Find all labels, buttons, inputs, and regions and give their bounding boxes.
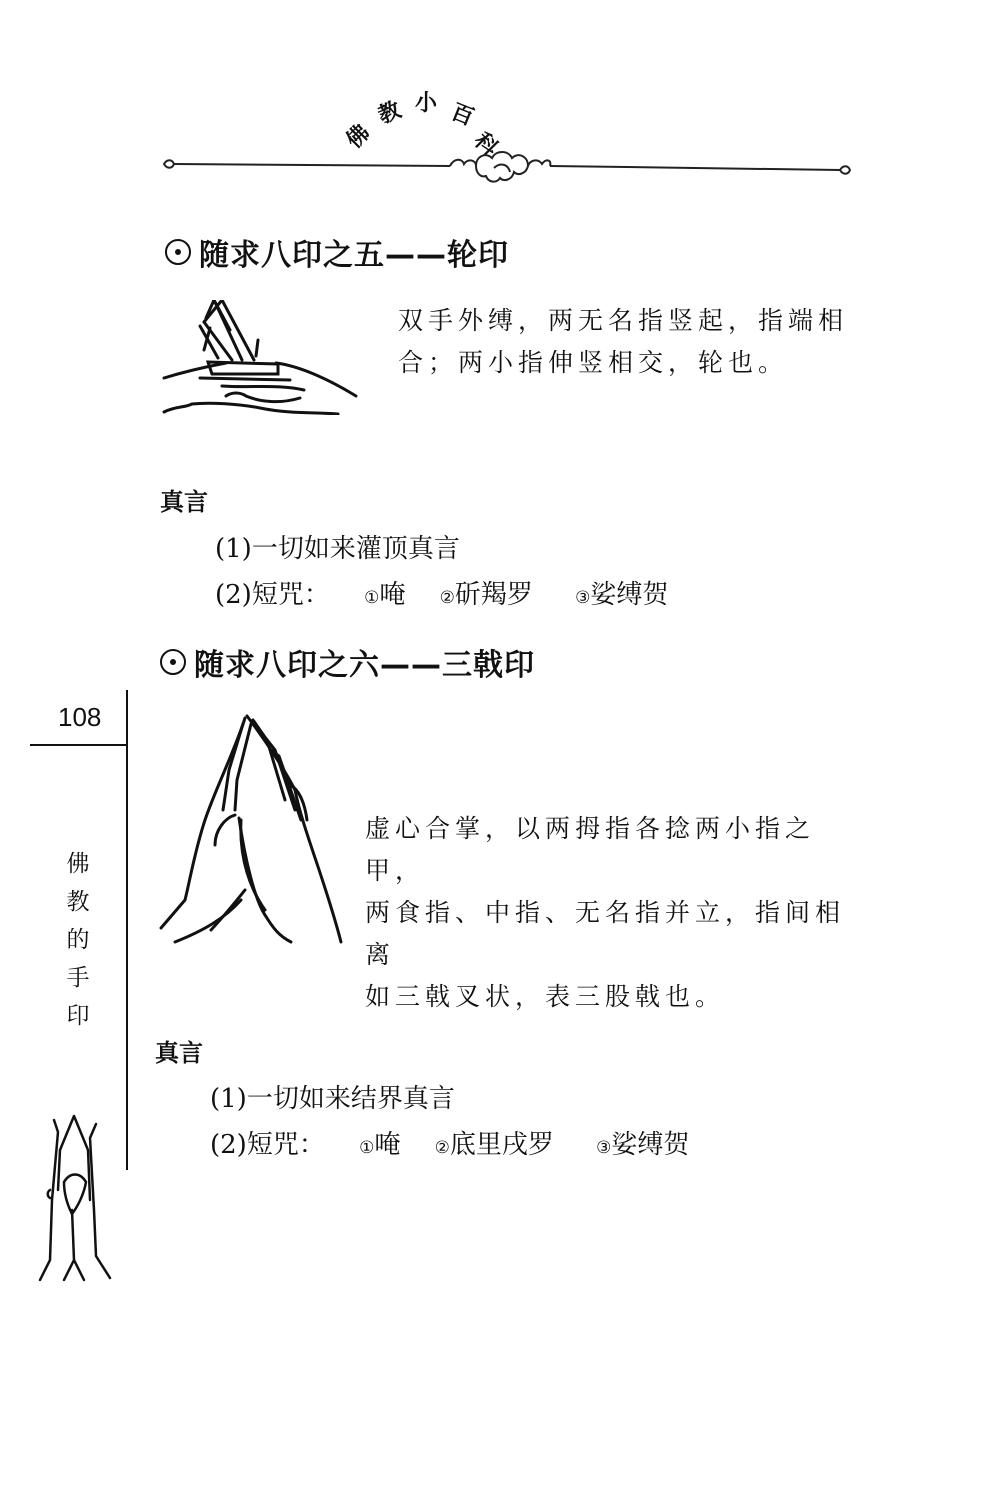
description-line: 合；两小指伸竖相交，轮也。 bbox=[398, 348, 789, 377]
section-heading-wheel-mudra bbox=[165, 230, 509, 274]
short-mantra-item: ①唵 bbox=[359, 1130, 401, 1160]
series-title-char: 小 bbox=[415, 91, 438, 116]
series-title-char: 教 bbox=[374, 97, 405, 130]
description-line: 如三戟叉状，表三股戟也。 bbox=[365, 982, 726, 1011]
mudra-description bbox=[365, 808, 865, 1018]
short-mantra-item: ②底里戌罗 bbox=[434, 1130, 554, 1160]
short-mantra-item: ③娑缚贺 bbox=[596, 1130, 690, 1160]
mantra-name-line: (1)一切如来结界真言 bbox=[210, 1084, 455, 1114]
series-title-char: 佛 bbox=[341, 120, 376, 154]
short-mantra-line bbox=[215, 574, 668, 611]
mantra-label: 真言 bbox=[160, 488, 208, 516]
trident-mudra-hands-illustration-icon bbox=[155, 710, 355, 950]
description-line: 两食指、中指、无名指并立，指间相离 bbox=[365, 898, 846, 969]
vertical-book-title: 佛 教 的 手 印 bbox=[66, 851, 90, 1029]
mantra-name-line: (1)一切如来灌顶真言 bbox=[215, 534, 460, 564]
margin-rule-horizontal bbox=[30, 744, 128, 746]
short-mantra-item: ②斫羯罗 bbox=[439, 580, 533, 610]
margin-rule-vertical bbox=[126, 690, 128, 1170]
short-mantra-item: ①唵 bbox=[364, 580, 406, 610]
short-mantra-item: ③娑缚贺 bbox=[575, 580, 669, 610]
page-number: 108 bbox=[58, 702, 102, 732]
series-title-char: 百 bbox=[447, 99, 478, 132]
joined-palms-thumbnail-icon bbox=[38, 1110, 118, 1285]
short-mantra-prefix: (2)短咒： bbox=[215, 580, 330, 610]
circled-dot-bullet-icon bbox=[160, 649, 186, 675]
mantra-label: 真言 bbox=[155, 1039, 203, 1067]
short-mantra-line bbox=[210, 1124, 689, 1161]
section-heading-trident-mudra bbox=[160, 640, 535, 684]
short-mantra-prefix: (2)短咒： bbox=[210, 1130, 325, 1160]
mudra-description bbox=[398, 300, 868, 384]
description-line: 虚心合掌，以两拇指各捻两小指之甲， bbox=[365, 814, 816, 885]
circled-dot-bullet-icon bbox=[165, 239, 191, 265]
section-heading-text: 随求八印之六——三戟印 bbox=[194, 648, 535, 683]
series-title-char: 科 bbox=[468, 128, 503, 162]
description-line: 双手外缚，两无名指竖起，指端相 bbox=[398, 306, 849, 335]
wheel-mudra-hands-illustration-icon bbox=[160, 300, 360, 415]
cloud-scroll-ornament-icon bbox=[160, 150, 860, 190]
section-heading-text: 随求八印之五——轮印 bbox=[199, 238, 509, 273]
